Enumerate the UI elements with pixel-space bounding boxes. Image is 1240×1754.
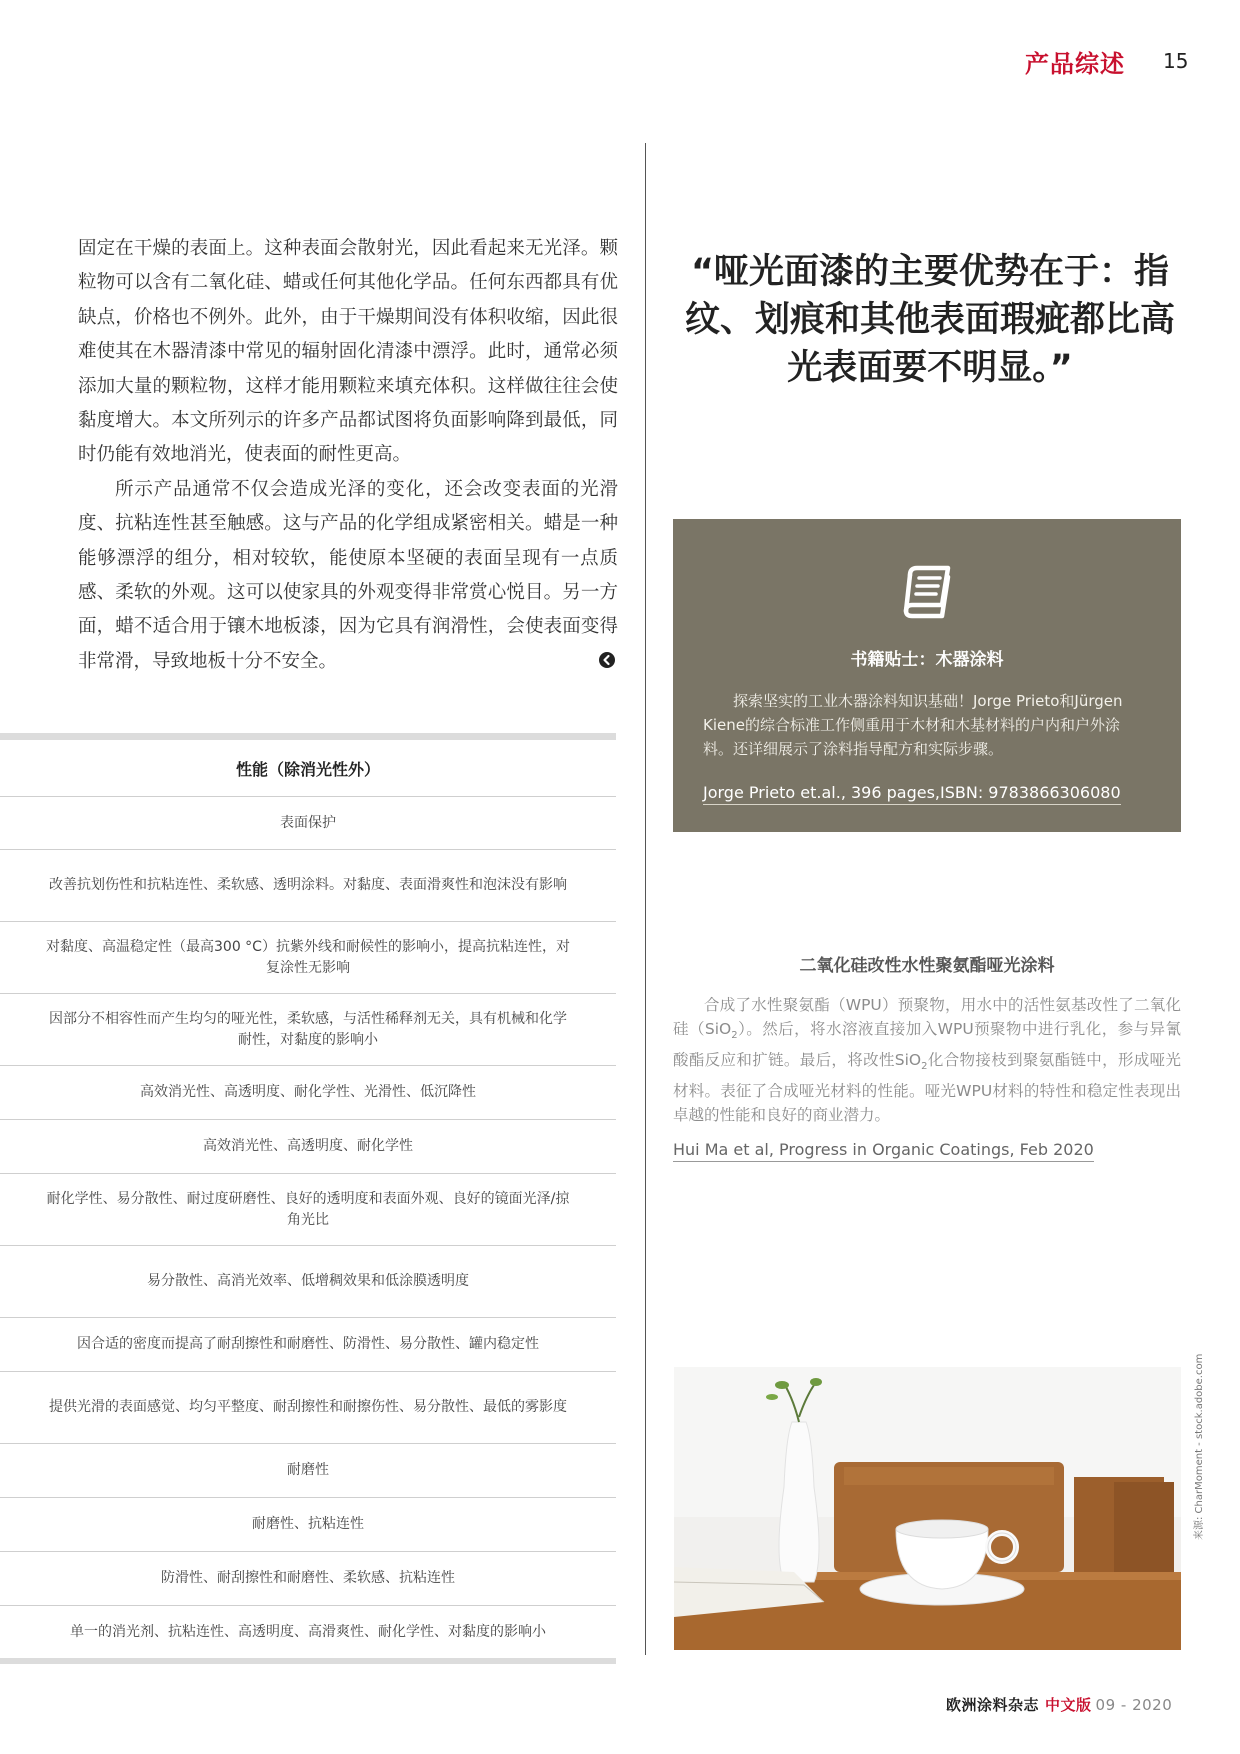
table-cell: 改善抗划伤性和抗粘连性、柔软感、透明涂料。对黏度、表面滑爽性和泡沫没有影响 [49,877,567,893]
table-cell: 因部分不相容性而产生均匀的哑光性，柔软感，与活性稀释剂无关，具有机械和化学耐性，对黏度的影响小 [49,1010,567,1048]
column-divider [645,143,646,1655]
table-row [0,994,616,1066]
continue-arrow-icon [599,652,615,668]
page-number: 15 [1163,49,1189,73]
table-row [0,797,616,850]
table-row [0,1498,616,1552]
book-tip-box [673,519,1181,832]
photo-credit: 来源: CharMoment - stock.adobe.com [1194,1353,1205,1540]
table-setting-photo [674,1367,1181,1650]
silica-reference-link[interactable]: Hui Ma et al, Progress in Organic Coatings, Feb 2020 [673,1140,1094,1162]
table-cell: 耐化学性、易分散性、耐过度研磨性、良好的透明度和表面外观、良好的镜面光泽/掠角光比 [46,1190,570,1228]
table-cell: 高效消光性、高透明度、耐化学性 [203,1138,413,1154]
table-header: 性能（除消光性外） [0,740,616,797]
table-bottom-rule [0,1658,616,1664]
magazine-name: 欧洲涂料杂志 [946,1696,1040,1714]
section-title: 产品综述 [1025,50,1125,78]
book-reference-link[interactable]: Jorge Prieto et.al., 396 pages,ISBN: 9783866306080 [703,783,1121,805]
table-cell: 提供光滑的表面感觉、均匀平整度、耐刮擦性和耐擦伤性、易分散性、最低的雾影度 [49,1399,567,1415]
table-cell: 耐磨性 [287,1462,329,1478]
table-cell: 易分散性、高消光效率、低增稠效果和低涂膜透明度 [147,1273,469,1289]
table-cell: 耐磨性、抗粘连性 [252,1516,364,1532]
table-row [0,922,616,994]
table-row [0,850,616,922]
table-cell: 高效消光性、高透明度、耐化学性、光滑性、低沉降性 [140,1084,476,1100]
table-row [0,1318,616,1372]
subscript: 2 [921,1061,928,1073]
footer [946,1694,1172,1715]
issue-date: 09 - 2020 [1095,1696,1173,1714]
table-row [0,1246,616,1318]
body-paragraph: 固定在干燥的表面上。这种表面会散射光，因此看起来无光泽。颗粒物可以含有二氧化硅、蜡或任何其他化学品。任何东西都具有优缺点，价格也不例外。此外，由于干燥期间没有体积收缩，因此很难使其在木器清漆中常见的辐射固化清漆中漂浮。此时，通常必须添加大量的颗粒物，这样才能用颗粒来填充体积。这样做往往会使黏度增大。本文所列示的许多产品都试图将负面影响降到最低，同时仍能有效地消光，使表面的耐性更高。 [78,238,618,466]
table-cell: 对黏度、高温稳定性（最高300 °C）抗紫外线和耐候性的影响小，提高抗粘连性，对复涂性无影响 [46,938,570,976]
properties-table [0,733,616,1664]
silica-article-description [673,993,1181,1127]
table-row [0,1372,616,1444]
table-cell: 单一的消光剂、抗粘连性、高透明度、高滑爽性、耐化学性、对黏度的影响小 [70,1623,546,1640]
subscript: 2 [731,1030,738,1042]
description-text: ）。然后，将水溶液直接加入WPU预聚物中进行乳化，参与异氰酸酯反应和扩链。最后，将改性SiO [673,1020,1181,1070]
edition-label: 中文版 [1045,1696,1092,1714]
table-row [0,1552,616,1606]
table-cell: 表面保护 [280,814,336,831]
pull-quote: “哑光面漆的主要优势在于：指纹、划痕和其他表面瑕疵都比高光表面要不明显。” [684,252,1175,388]
body-paragraph: 所示产品通常不仅会造成光泽的变化，还会改变表面的光滑度、抗粘连性甚至触感。这与产品的化学组成紧密相关。蜡是一种能够漂浮的组分，相对较软，能使原本坚硬的表面呈现有一点质感、柔软的外观。这可以使家具的外观变得非常赏心悦目。另一方面，蜡不适合用于镶木地板漆，因为它具有润滑性，会使表面变得非常滑，导致地板十分不安全。 [78,478,618,672]
table-row [0,1174,616,1246]
table-cell: 因合适的密度而提高了耐刮擦性和耐磨性、防滑性、易分散性、罐内稳定性 [77,1336,539,1352]
table-row [0,1066,616,1120]
description-text: 化合物接枝到聚氨酯链中，形成哑光材料。表征了合成哑光材料的性能。哑光WPU材料的特性和稳定性表现出卓越的性能和良好的商业潜力。 [673,1051,1181,1125]
table-cell: 防滑性、耐刮擦性和耐磨性、柔软感、抗粘连性 [161,1570,455,1586]
body-text [78,232,618,679]
description-text: 合成了水性聚氨酯（WPU）预聚物，用水中的活性氨基改性了二氧化硅（SiO [673,996,1181,1038]
book-icon [898,561,956,623]
table-row [0,1444,616,1498]
book-tip-title: 书籍贴士：木器涂料 [850,650,1004,670]
table-row [0,1120,616,1174]
silica-article-title: 二氧化硅改性水性聚氨酯哑光涂料 [799,956,1055,976]
table-row [0,1606,616,1658]
book-tip-description: 探索坚实的工业木器涂料知识基础！Jorge Prieto和Jürgen Kiene的综合标准工作侧重用于木材和木基材料的户内和户外涂料。还详细展示了涂料指导配方和实际步骤。 [703,692,1123,758]
